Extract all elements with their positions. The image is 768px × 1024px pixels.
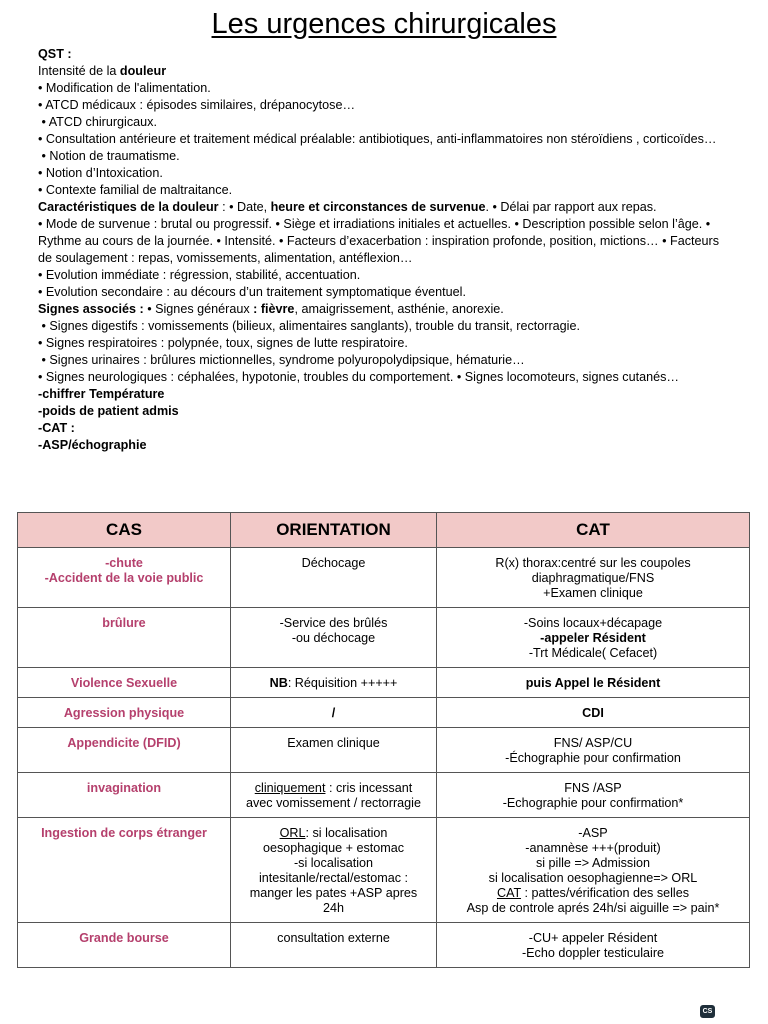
table-row [18,668,750,698]
table-row [18,698,750,728]
header-cat: CAT [437,513,750,548]
intro-line: • Modification de l'alimentation. [38,81,211,95]
intro-line: • Consultation antérieure et traitement médical préalable: antibiotiques, anti-inflammatoires non stéroïdiens , corticoïdes… [38,132,717,146]
orientation-cell: / [231,698,437,728]
intro-line: • Mode de survenue : brutal ou progressif. • Siège et irradiations initiales et actuelles. • Description possible selon l’âge. • Rythme au cours de la journée. • Intensité. • Facteurs d’exacerbation : inspiration profonde, position, mictions… • Facteurs de soulagement : repas, vomissements, alimentation, antéflexion… [38,217,720,265]
cat-cell: -ASP -anamnèse +++(produit) si pille => Admission si localisation oesophagienne=> ORL CAT : pattes/vérification des selles Asp de controle aprés 24h/si aiguille => pain* [437,818,750,923]
intro-line: . • Délai par rapport aux repas. [485,200,657,214]
intro-bold: -chiffrer Température [38,387,165,401]
intro-line: Intensité de la [38,64,120,78]
cat-cell: FNS/ ASP/CU -Échographie pour confirmation [437,728,750,773]
cat-cell: R(x) thorax:centré sur les coupoles diaphragmatique/FNS +Examen clinique [437,548,750,608]
orientation-cell: ORL: si localisation oesophagique + estomac -si localisation intesitanle/rectal/estomac : manger les pates +ASP apres 24h [231,818,437,923]
intro-line: • Evolution secondaire : au décours d’un traitement symptomatique éventuel. [38,285,466,299]
header-orientation: ORIENTATION [231,513,437,548]
intro-bold: -poids de patient admis [38,404,179,418]
cat-cell: FNS /ASP -Echographie pour confirmation* [437,773,750,818]
table-row [18,728,750,773]
cas-cell: Ingestion de corps étranger [18,818,231,923]
cat-cell: -CU+ appeler Résident -Echo doppler testiculaire [437,923,750,968]
table-row [18,548,750,608]
intro-line: • Signes généraux [143,302,254,316]
urgences-table [17,512,750,968]
cas-cell: Violence Sexuelle [18,668,231,698]
intro-line: • ATCD médicaux : épisodes similaires, drépanocytose… [38,98,356,112]
cas-cell: -chute -Accident de la voie public [18,548,231,608]
intro-line: • Notion d’Intoxication. [38,166,163,180]
intro-bold: douleur [119,64,167,78]
intro-line: • Signes digestifs : vomissements (bilieux, alimentaires sanglants), trouble du transit, rectorragie. [38,319,580,333]
intro-line: • Notion de traumatisme. [38,149,180,163]
cas-cell: brûlure [18,608,231,668]
cas-cell: Agression physique [18,698,231,728]
qst-heading: QST : [38,47,72,61]
intro-bold: -CAT : [38,421,75,435]
orientation-cell: NB: Réquisition +++++ [231,668,437,698]
camscanner-logo: CS [700,1005,715,1018]
intro-line: : • Date, [218,200,271,214]
signes-heading: Signes associés : [38,302,144,316]
intro-line: , amaigrissement, asthénie, anorexie. [294,302,504,316]
intro-text [38,46,728,454]
intro-line: • Signes respiratoires : polypnée, toux, signes de lutte respiratoire. [38,336,408,350]
cat-cell: CDI [437,698,750,728]
page-title: Les urgences chirurgicales [211,8,557,40]
table-row [18,818,750,923]
table-row [18,773,750,818]
cas-cell: Grande bourse [18,923,231,968]
cas-cell: Appendicite (DFID) [18,728,231,773]
table-header-row [18,513,750,548]
orientation-cell: consultation externe [231,923,437,968]
intro-bold: : fièvre [253,302,295,316]
table-row [18,923,750,968]
intro-line: • Evolution immédiate : régression, stabilité, accentuation. [38,268,361,282]
intro-bold: -ASP/échographie [38,438,147,452]
intro-line: • Contexte familial de maltraitance. [38,183,233,197]
orientation-cell: -Service des brûlés -ou déchocage [231,608,437,668]
table-row [18,608,750,668]
header-cas: CAS [18,513,231,548]
orientation-cell: Examen clinique [231,728,437,773]
cat-cell: -Soins locaux+décapage -appeler Résident -Trt Médicale( Cefacet) [437,608,750,668]
cat-cell: puis Appel le Résident [437,668,750,698]
cas-cell: invagination [18,773,231,818]
car-heading: Caractéristiques de la douleur [38,200,219,214]
intro-line: • Signes urinaires : brûlures mictionnelles, syndrome polyuropolydipsique, hématurie… [38,353,525,367]
orientation-cell: cliniquement : cris incessant avec vomissement / rectorragie [231,773,437,818]
intro-bold: heure et circonstances de survenue [270,200,486,214]
intro-line: • Signes neurologiques : céphalées, hypotonie, troubles du comportement. • Signes locomoteurs, signes cutanés… [38,370,679,384]
intro-line: • ATCD chirurgicaux. [38,115,157,129]
orientation-cell: Déchocage [231,548,437,608]
